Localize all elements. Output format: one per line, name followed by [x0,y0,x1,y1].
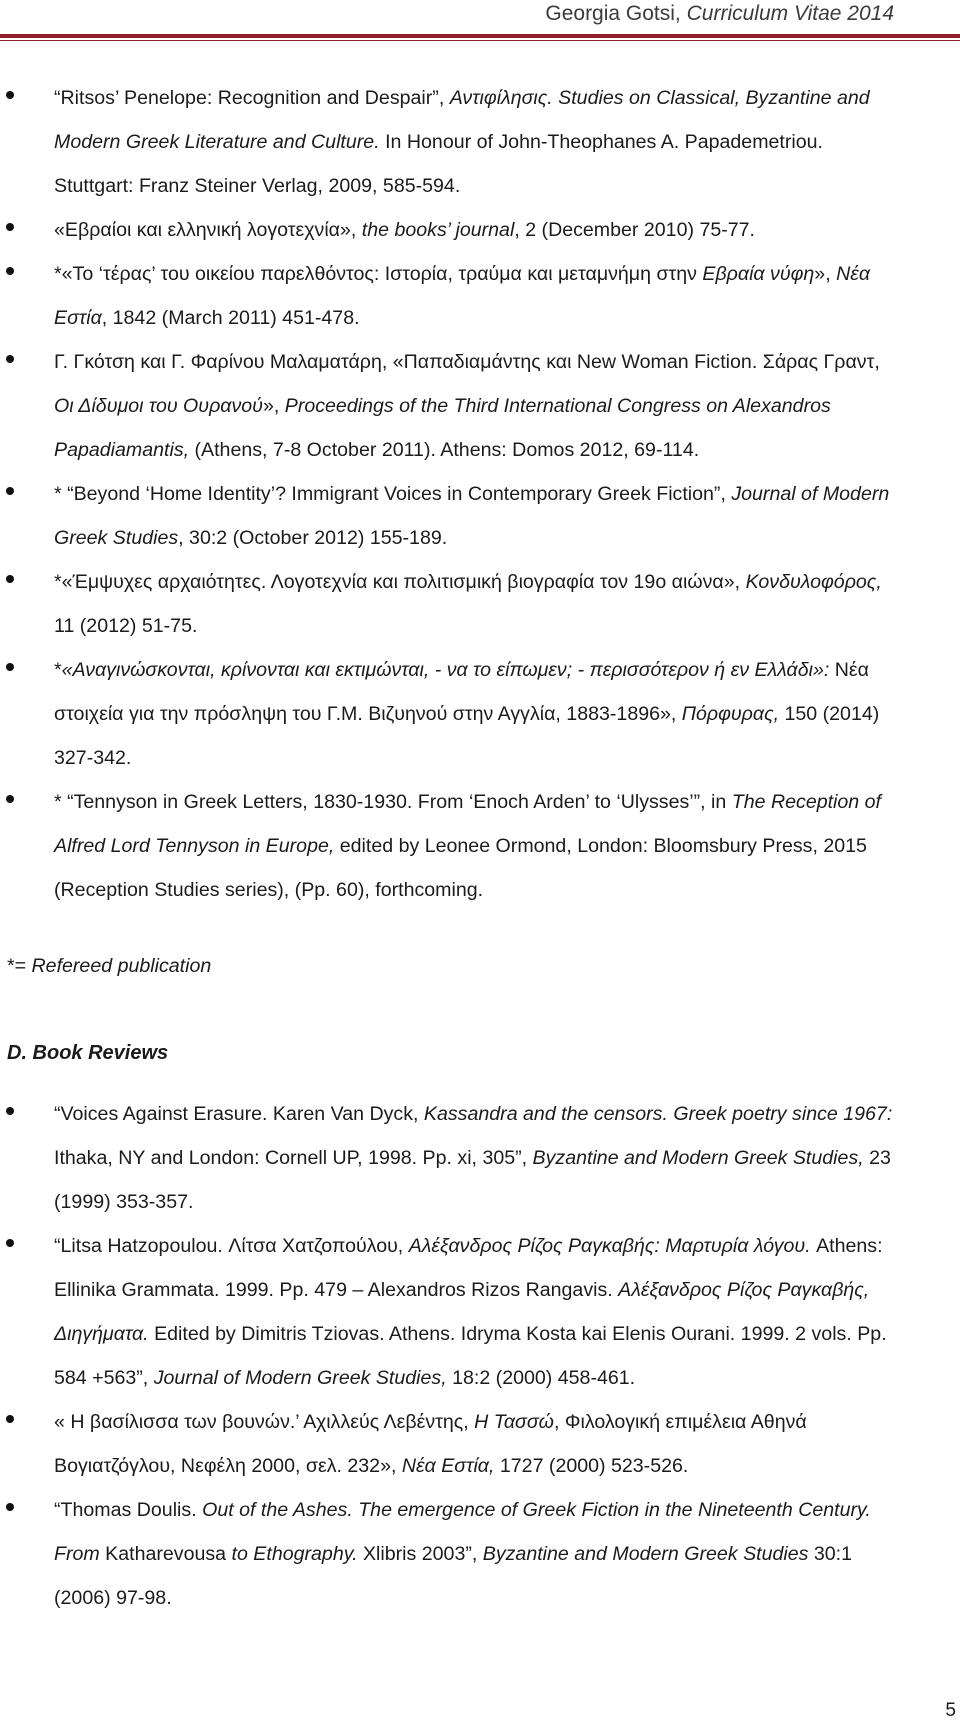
text-segment: Γ. Γκότση και Γ. Φαρίνου Μαλαματάρη, «Παπαδιαμάντης και New Woman Fiction. Σάρας Γραντ, [54,351,880,373]
review-item [0,1488,960,1620]
text-segment: 327-342. [54,747,132,769]
entry-line [54,780,938,824]
text-segment: *«Έμψυχες αρχαιότητες. Λογοτεχνία και πολιτισμική βιογραφία τον 19ο αιώνα», [54,571,746,593]
entry-line [54,692,938,736]
entry-line [54,648,938,692]
italic-text: Papadiamantis, [54,439,190,461]
italic-text: Proceedings of the Third International Congress on Alexandros [284,395,831,417]
italic-text: Πόρφυρας, [681,703,780,725]
text-segment: *«Το ‘τέρας’ του οικείου παρελθόντος: Ιστορία, τραύμα και μεταμνήμη στην [54,263,703,285]
text-segment: edited by Leonee Ormond, London: Bloomsbury Press, 2015 [334,835,867,857]
entry-text [54,1400,938,1488]
bullet-icon [6,267,14,275]
bullet-icon [6,91,14,99]
text-segment: (Reception Studies series), (Pp. 60), forthcoming. [54,879,484,901]
italic-text: Αντιφίλησις. Studies on Classical, Byzantine and [449,87,870,109]
text-segment: 11 (2012) 51-75. [54,615,198,637]
text-segment: « Η βασίλισσα των βουνών.’ Αχιλλεύς Λεβέντης, [54,1411,475,1433]
entry-line [54,296,938,340]
entry-line [54,1092,938,1136]
bullet-icon [6,1503,14,1511]
italic-text: From [54,1543,106,1565]
entry-line [54,516,938,560]
pub-item [0,472,960,560]
entry-line [54,1268,938,1312]
italic-text: Οι Δίδυμοι του Ουρανού [54,395,263,417]
entry-line [54,604,938,648]
entry-line [54,384,938,428]
text-segment: », [814,263,837,285]
pub-item [0,252,960,340]
italic-text: Η Τασσώ [474,1411,554,1433]
entry-line [54,824,938,868]
author-name: Georgia Gotsi, [545,2,687,25]
entry-text [54,780,938,912]
pub-item [0,648,960,780]
review-item [0,1092,960,1224]
text-segment: Νέα [829,659,869,681]
text-segment: 150 (2014) [779,703,880,725]
entry-line [54,1400,938,1444]
text-segment: 1727 (2000) 523-526. [494,1455,689,1477]
bullet-icon [6,575,14,583]
italic-text: Byzantine and Modern Greek Studies [482,1543,809,1565]
pub-item [0,780,960,912]
text-segment: Athens: [810,1235,883,1257]
text-segment: “Litsa Hatzopoulou. Λίτσα Χατζοπούλου, [54,1235,409,1257]
entry-text [54,1488,938,1620]
bullet-icon [6,1415,14,1423]
text-segment: * “Beyond ‘Home Identity’? Immigrant Voices in Contemporary Greek Fiction”, [54,483,732,505]
italic-text: to Ethography. [226,1543,358,1565]
italic-text: Νέα Εστία, [401,1455,495,1477]
text-segment: * [54,659,62,681]
entry-text [54,340,938,472]
entry-text [54,252,938,340]
text-segment: In Honour of John-Theophanes A. Papademetriou. [379,131,823,153]
entry-line [54,472,938,516]
italic-text: Alfred Lord Tennyson in Europe, [54,835,335,857]
page-number: 5 [945,1700,956,1721]
entry-line [54,1532,938,1576]
header-rule [0,34,960,38]
bullet-icon [6,1239,14,1247]
text-segment: Edited by Dimitris Tziovas. Athens. Idryma Kosta kai Elenis Ourani. 1999. 2 vols. Pp. [148,1323,887,1345]
book-reviews-list [0,1092,960,1620]
review-item [0,1400,960,1488]
entry-line [54,164,938,208]
entry-line [54,1136,938,1180]
entry-text [54,76,938,208]
bullet-icon [6,795,14,803]
italic-text: «Αναγινώσκονται, κρίνονται και εκτιμώνται, - να το είπωμεν; - περισσότερον ή εν Ελλάδι»: [61,659,830,681]
text-segment: Ellinika Grammata. 1999. Pp. 479 – Alexandros Rizos Rangavis. [54,1279,619,1301]
italic-text: Διηγήματα. [54,1323,149,1345]
text-segment: 30:1 [808,1543,853,1565]
publications-list [0,76,960,912]
italic-text: Νέα [836,263,871,285]
text-segment: Ithaka, NY and London: Cornell UP, 1998. Pp. xi, 305”, [54,1147,533,1169]
entry-text [54,472,938,560]
text-segment: 18:2 (2000) 458-461. [446,1367,636,1389]
entry-line [54,868,938,912]
entry-line [54,736,938,780]
text-segment: στοιχεία για την πρόσληψη του Γ.Μ. Βιζυηνού στην Αγγλία, 1883-1896», [54,703,682,725]
pub-item [0,76,960,208]
entry-line [54,560,938,604]
italic-text: Αλέξανδρος Ρίζος Ραγκαβής: Μαρτυρία λόγου. [408,1235,811,1257]
text-segment: Stuttgart: Franz Steiner Verlag, 2009, 585-594. [54,175,461,197]
entry-line [54,1356,938,1400]
italic-text: Greek Studies [54,527,179,549]
text-segment: «Εβραίοι και ελληνική λογοτεχνία», [54,219,362,241]
entry-line [54,1488,938,1532]
entry-text [54,560,938,648]
text-segment: (1999) 353-357. [54,1191,194,1213]
italic-text: Journal of Modern [731,483,890,505]
entry-text [54,1224,938,1400]
entry-line [54,208,938,252]
pub-item [0,208,960,252]
running-header [545,2,894,26]
italic-text: Journal of Modern Greek Studies, [153,1367,447,1389]
entry-line [54,252,938,296]
text-segment: 23 [863,1147,891,1169]
entry-line [54,120,938,164]
document-title: Curriculum Vitae 2014 [686,2,894,25]
entry-line [54,1312,938,1356]
text-segment: , 2 (December 2010) 75-77. [514,219,756,241]
pub-item [0,340,960,472]
bullet-icon [6,487,14,495]
bullet-icon [6,223,14,231]
entry-line [54,76,938,120]
entry-text [54,208,938,252]
italic-text: Εστία [54,307,102,329]
text-segment: , Φιλολογική επιμέλεια Αθηνά [553,1411,807,1433]
italic-text: Byzantine and Modern Greek Studies, [532,1147,864,1169]
entry-line [54,1180,938,1224]
text-segment: Βογιατζόγλου, Νεφέλη 2000, σελ. 232», [54,1455,402,1477]
italic-text: Εβραία νύφη [702,263,815,285]
text-segment: », [262,395,285,417]
bullet-icon [6,1107,14,1115]
refereed-footnote [7,955,211,978]
text-segment: * “Tennyson in Greek Letters, 1830-1930. From ‘Enoch Arden’ to ‘Ulysses’”, in [54,791,732,813]
italic-text: Out of the Ashes. The emergence of Greek Fiction in the Nineteenth Century. [202,1499,871,1521]
entry-line [54,340,938,384]
text-segment: “Thomas Doulis. [54,1499,203,1521]
pub-item [0,560,960,648]
entry-line [54,428,938,472]
text-segment: “Ritsos’ Penelope: Recognition and Despair”, [54,87,450,109]
italic-text: The Reception of [731,791,881,813]
text-segment: 584 +563”, [54,1367,154,1389]
bullet-icon [6,663,14,671]
entry-line [54,1224,938,1268]
text-segment: , 1842 (March 2011) 451-478. [101,307,360,329]
italic-text: Modern Greek Literature and Culture. [54,131,380,153]
text-segment: “Voices Against Erasure. Karen Van Dyck, [54,1103,424,1125]
entry-text [54,1092,938,1224]
entry-line [54,1576,938,1620]
text-segment: Xlibris 2003”, [357,1543,483,1565]
footnote-text: Refereed publication [31,955,212,977]
review-item [0,1224,960,1400]
section-heading-book-reviews: D. Book Reviews [7,1042,169,1064]
text-segment: (Athens, 7-8 October 2011). Athens: Domos 2012, 69-114. [189,439,700,461]
italic-text: the books’ journal [361,219,515,241]
footnote-star: *= [7,955,32,977]
text-segment: , 30:2 (October 2012) 155-189. [178,527,448,549]
entry-line [54,1444,938,1488]
header-rule-thin [0,40,960,41]
italic-text: Αλέξανδρος Ρίζος Ραγκαβής, [618,1279,870,1301]
bullet-icon [6,355,14,363]
text-segment: (2006) 97-98. [54,1587,172,1609]
entry-text [54,648,938,780]
italic-text: Κονδυλοφόρος, [745,571,882,593]
text-segment: Katharevousa [105,1543,227,1565]
italic-text: Kassandra and the censors. Greek poetry since 1967: [423,1103,893,1125]
